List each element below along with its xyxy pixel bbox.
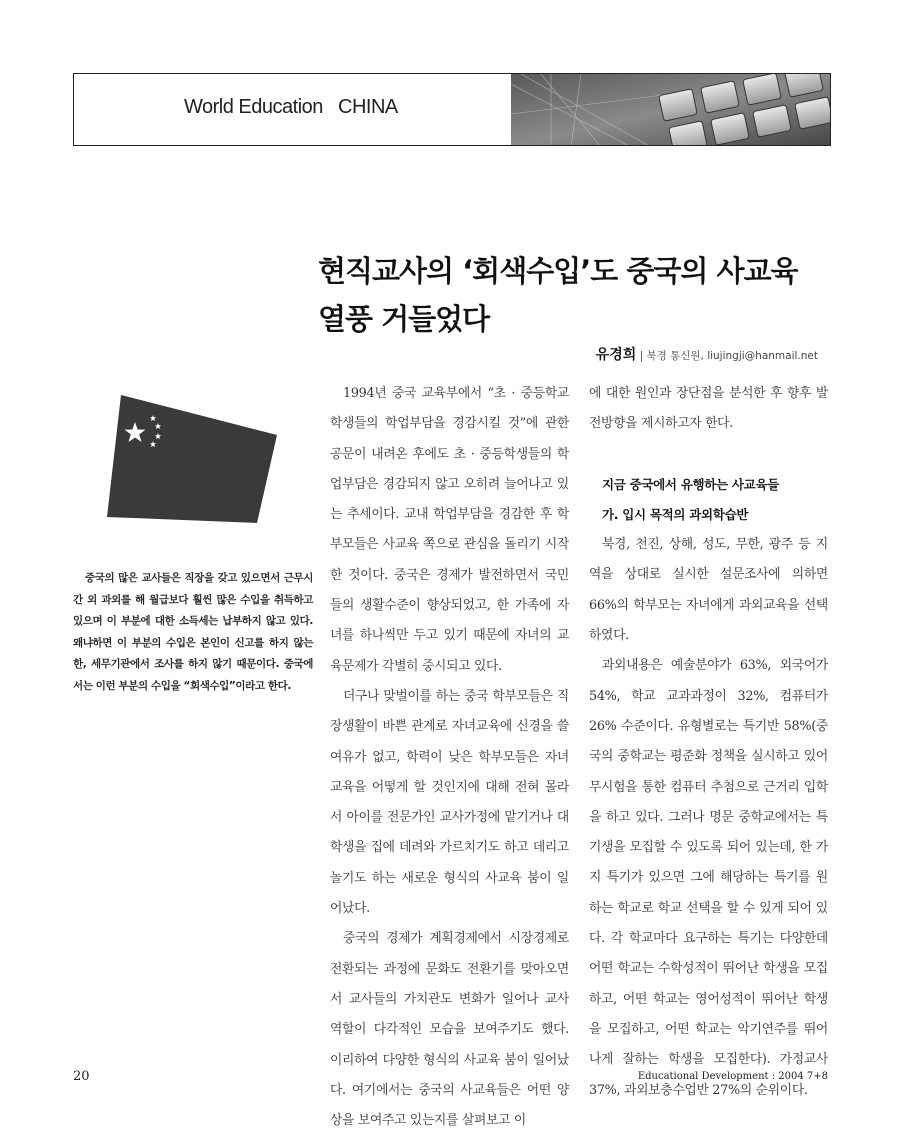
journal-info: Educational Development : 2004 7+8 [637,1071,828,1082]
sub-heading: 가. 입시 목적의 과외학습반 [602,506,749,522]
body-paragraph-continued: 에 대한 원인과 장단점을 분석한 후 향후 발전방향을 제시하고자 한다. [589,386,828,432]
article-title-line2: 열풍 거들었다 [318,302,490,336]
page-number: 20 [73,1069,90,1084]
body-column-1 [330,379,569,1136]
caption-text: 중국의 많은 교사들은 직장을 갖고 있으면서 근무시간 외 과외를 해 월급보다 훨씬 많은 수입을 취득하고 있으며 이 부분에 대한 소득세는 납부하지 않고 있다. 왜냐하면 이 부분의 수입은 본인이 신고를 하지 않는 한, 세무기관에서 조사를 하지 않기 때문이다. 중국에서는 이런 부분의 수입을 “회색수입”이라고 한다. [73,572,313,692]
keyboard-photo [511,74,831,146]
section-title: World Education CHINA [184,96,398,118]
author-info: | 북경 통신원, liujingji@hanmail.net [639,350,818,362]
author-name: 유경희 [595,347,637,363]
photo-caption [73,568,313,698]
byline [596,344,818,364]
article-title-line1: 현직교사의 ‘회색수입’도 중국의 사교육 [318,254,798,288]
body-paragraph: 북경, 천진, 상해, 성도, 무한, 광주 등 지역을 상대로 실시한 설문조사에 의하면 66%의 학부모는 자녀에게 과외교육을 선택하였다. [589,537,828,644]
article-title [318,247,838,343]
body-paragraph: 더구나 맞벌이를 하는 중국 학부모들은 직장생활이 바쁜 관계로 자녀교육에 신경을 쓸 여유가 없고, 학력이 낮은 학부모들은 자녀교육을 어떻게 할 것인지에 대해 전혀 몰라서 아이를 전문가인 교사가정에 맡기거나 대학생을 집에 데려와 가르치기도 하고 데리고 놀기도 하는 새로운 형식의 사교육 붐이 일어났다. [330,688,569,917]
section-heading: 지금 중국에서 유행하는 사교육들 [602,476,780,492]
body-column-2 [589,379,828,1106]
body-paragraph: 중국의 경제가 계획경제에서 시장경제로 전환되는 과정에 문화도 전환기를 맞아오면서 교사들의 가치관도 변화가 일어나 교사 역할이 다각적인 모습을 보여주기도 했다. 이리하여 다양한 형식의 사교육 붐이 일어났다. 여기에서는 중국의 사교육들은 어떤 양상을 보여주고 있는지를 살펴보고 이 [330,931,569,1129]
section-header [73,73,831,146]
body-paragraph: 1994년 중국 교육부에서 “초 · 중등학교 학생들의 학업부담을 경감시킬 것”에 관한 공문이 내려온 후에도 초 · 중등학생들의 학업부담은 경감되지 않고 오히려 늘어나고 있는 추세이다. 교내 학업부담을 경감한 후 학부모들은 사교육 쪽으로 관심을 돌리기 시작한 것이다. 중국은 경제가 발전하면서 국민들의 생활수준이 향상되었고, 한 가족에 자녀를 하나씩만 두고 있기 때문에 자녀의 교육문제가 각별히 중시되고 있다. [330,386,569,674]
china-flag-icon [107,395,279,523]
body-paragraph: 과외내용은 예술분야가 63%, 외국어가 54%, 학교 교과과정이 32%, 컴퓨터가 26% 수준이다. 유형별로는 특기반 58%(중국의 중학교는 평준화 정책을 실시하고 있어 무시험을 통한 컴퓨터 추첨으로 근거리 입학을 하고 있다. 그러나 명문 중학교에서는 특기생을 모집할 수 있도록 되어 있는데, 한 가지 특기가 있으면 그에 해당하는 특기를 원하는 학교로 학교 선택을 할 수 있게 되어 있다. 각 학교마다 요구하는 특기는 다양한데 어떤 학교는 수학성적이 뛰어난 학생을 모집하고, 어떤 학교는 영어성적이 뛰어난 학생을 모집하고, 어떤 학교는 악기연주를 뛰어나게 잘하는 학생을 모집한다). 가정교사 37%, 과외보충수업반 27%의 순위이다. [589,658,828,1098]
